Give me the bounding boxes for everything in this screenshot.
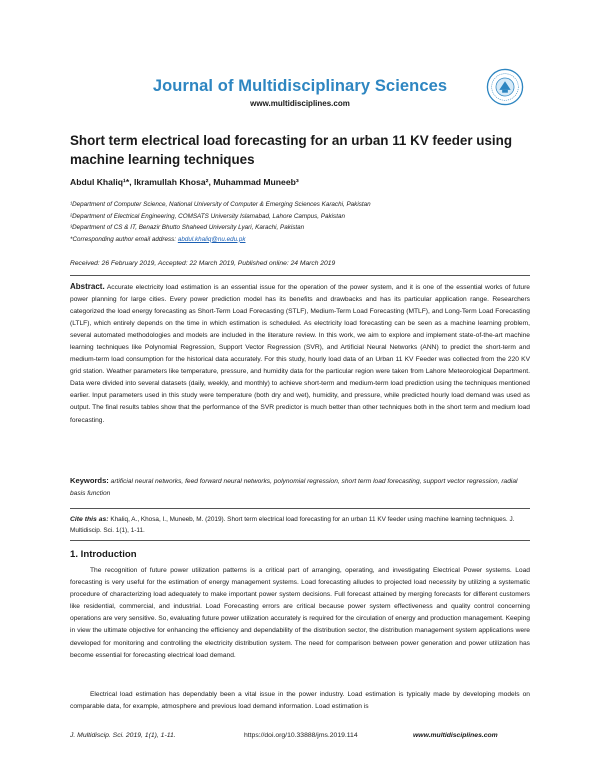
affiliations xyxy=(70,199,540,245)
keywords xyxy=(70,475,530,499)
corresponding-email-link[interactable]: abdul.khaliq@nu.edu.pk xyxy=(177,235,246,243)
journal-title: Journal of Multidisciplinary Sciences xyxy=(152,77,448,95)
corresponding-label: *Corresponding author email address: xyxy=(70,235,178,243)
affiliation-2: ²Department of Electrical Engineering, COMSATS University Islamabad, Lahore Campus, Pakistan xyxy=(70,212,345,220)
affiliation-3: ³Department of CS & IT, Benazir Bhutto Shaheed University Lyari, Karachi, Pakistan xyxy=(70,224,305,232)
divider-middle xyxy=(70,508,530,509)
introduction-paragraph-2: Electrical load estimation has dependably been a vital issue in the power industry. Load estimation is typically made by developing models on comparable data, for example, atmosphere and previous load demand information. Load estimation is xyxy=(70,691,530,711)
section-heading-introduction: 1. Introduction xyxy=(70,549,137,560)
journal-url[interactable]: www.multidisciplines.com xyxy=(250,99,350,108)
abstract-text: Accurate electricity load estimation is an essential issue for the operation of the power system, and it is one of the essential works of future power planning for large cities. Every power prediction model has its benefits and drawbacks and has its particular application range. Researchers categorized the load energy forecasting as Short-Term Load Forecasting (STLF), Medium-Term Load Forecasting (MTLF), and Long-Term Load Forecasting (LTLF), which entirely depends on the time in which estimation is scheduled. As electricity load forecasting can be seen as a machine learning problem, several automated methodologies and models are included in the literature review. In this work, we aim to explore and implement state-of-the-art machine learning techniques like Polynomial Regression, Support Vector Regression (SVR), and Artificial Neural Networks (ANN) to predict the short-term and medium-term load consumption for the historical data accurately. For this study, hourly load data of an Urban 11 KV Feeder was collected from the 220 KV grid station. Weather parameters like temperature, pressure, and humidity data for the particular region were taken from Lahore Meteorological Department. Data were divided into several datasets (daily, weekly, and monthly) to achieve short-term and medium-term load prediction using the techniques mentioned earlier. Input parameters used in this study were temperature (both dry and wet), humidity, and pressure, while predicted hourly load demand was used as output. The final results tables show that the performance of the SVR predictor is much better than other techniques both in the short term and medium load forecasting. xyxy=(70,284,530,424)
journal-logo-icon xyxy=(486,68,524,106)
abstract-label: Abstract. xyxy=(70,282,105,291)
article-title: Short term electrical load forecasting for an urban 11 KV feeder using machine learning techniques xyxy=(70,133,513,167)
citation-label: Cite this as: xyxy=(70,516,109,523)
corresponding-author xyxy=(70,234,540,246)
divider-top xyxy=(70,275,530,276)
keywords-label: Keywords: xyxy=(70,476,109,485)
footer-url[interactable]: www.multidisciplines.com xyxy=(413,732,498,739)
footer-citation: J. Multidiscip. Sci. 2019, 1(1), 1-11. xyxy=(70,732,176,739)
abstract xyxy=(70,281,530,427)
introduction-paragraph-1: The recognition of future power utilization patterns is a critical part of arranging, operating, and investigating Electrical Power systems. Load forecasting is very useful for the estimation of energy management systems. Load forecasting alludes to projected load necessity by utilizing a systematic procedure of characterizing load adequately to make important power system decisions. Full forecast attained by merging forecasts for different customers like residential, commercial, and industrial. Load Forecasting errors are critical because power system effectiveness and quality control concerning operations are very sensitive. So, evaluating future power utilization accurately is required for the circulation of energy and production management. Keeping in view the ultimate objective for enhancing the efficiency and dependability of the distribution sector, the distribution management system applications were developed for monitoring and controlling the electricity distribution system. The need for comparison between power generation and power utilization has become essential for forecasting electrical load demand. xyxy=(70,567,530,659)
author-list: Abdul Khaliq¹*, Ikramullah Khosa², Muhammad Muneeb³ xyxy=(70,177,299,187)
footer-doi-link[interactable]: https://doi.org/10.33888/jms.2019.114 xyxy=(244,732,358,739)
citation-text: Khaliq, A., Khosa, I., Muneeb, M. (2019). Short term electrical load forecasting for an urban 11 KV feeder using machine learning techniques. J. Multidiscip. Sci. 1(1), 1-11. xyxy=(70,516,515,535)
keywords-text: artificial neural networks, feed forward neural networks, polynomial regression, short term load forecasting, support vector regression, radial basis function xyxy=(70,478,518,497)
citation xyxy=(70,514,530,536)
affiliation-1: ¹Department of Computer Science, National University of Computer & Emerging Sciences Karachi, Pakistan xyxy=(70,201,371,208)
publication-dates: Received: 26 February 2019, Accepted: 22 March 2019, Published online: 24 March 2019 xyxy=(70,260,336,267)
divider-bottom xyxy=(70,540,530,541)
